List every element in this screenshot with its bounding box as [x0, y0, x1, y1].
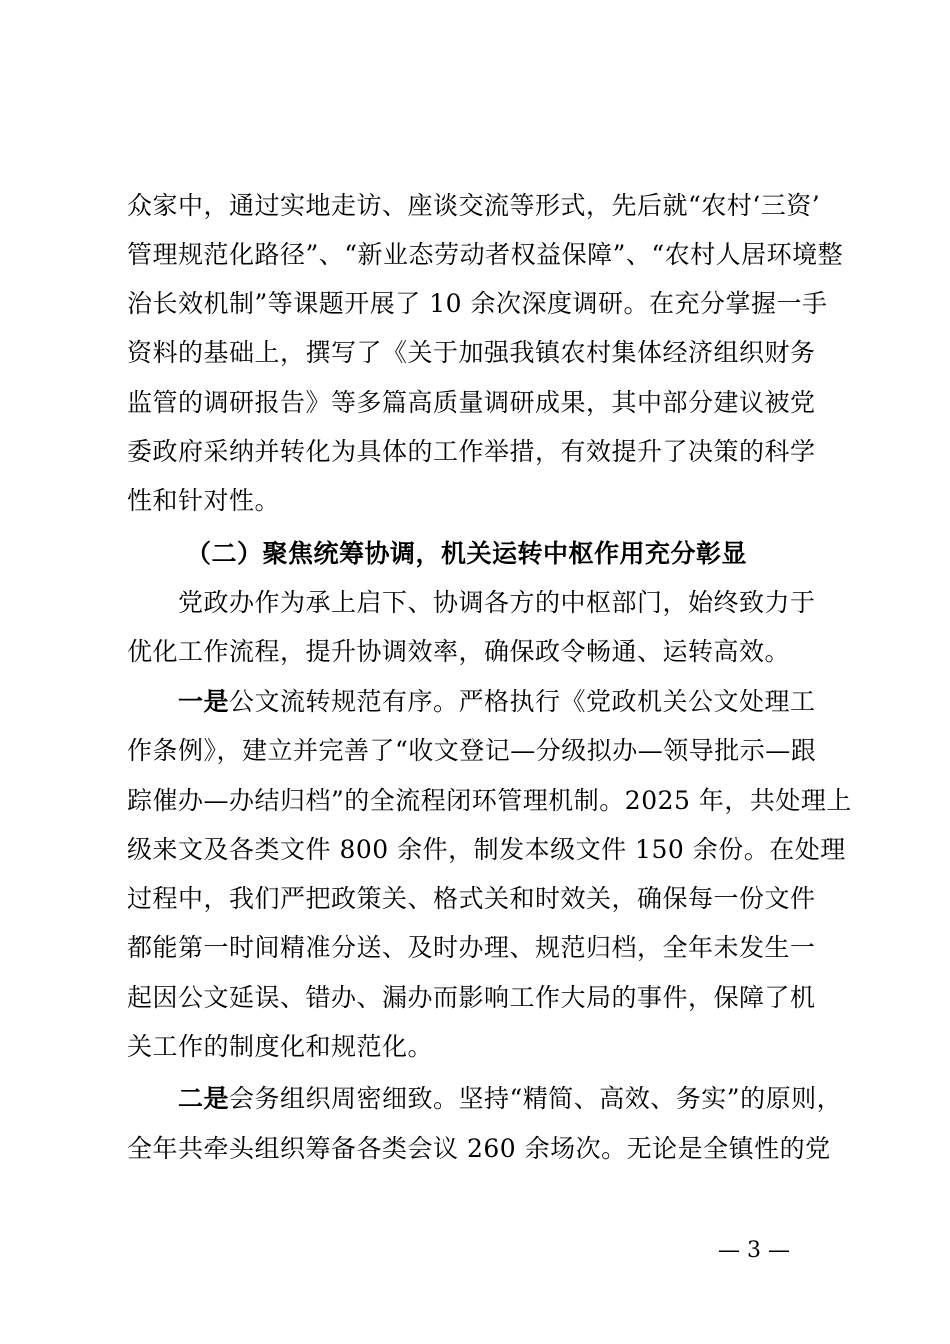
body-line: 性和针对性。: [127, 486, 281, 515]
paragraph-text: 公文流转规范有序。严格执行《党政机关公文处理工: [229, 687, 816, 716]
paragraph-first-line: 党政办作为承上启下、协调各方的中枢部门，始终致力于: [178, 588, 816, 617]
body-line: 资料的基础上，撰写了《关于加强我镇农村集体经济组织财务: [127, 338, 816, 367]
paragraph-first-line: [178, 1084, 908, 1114]
body-line: 都能第一时间精准分送、及时办理、规范归档，全年未发生一: [127, 933, 816, 962]
body-line: 级来文及各类文件 800 余件，制发本级文件 150 余份。在处理: [127, 835, 846, 864]
body-line: 起因公文延误、错办、漏办而影响工作大局的事件，保障了机: [127, 983, 816, 1012]
body-line: 关工作的制度化和规范化。: [127, 1032, 434, 1061]
lead-word-first: 一是: [178, 687, 230, 716]
body-line: 踪催办—办结归档”的全流程闭环管理机制。2025 年，共处理上: [127, 786, 852, 815]
body-line: 监管的调研报告》等多篇高质量调研成果，其中部分建议被党: [127, 388, 816, 417]
body-line: 过程中，我们严把政策关、格式关和时效关，确保每一份文件: [127, 884, 816, 913]
body-line: 优化工作流程，提升协调效率，确保政令畅通、运转高效。: [127, 637, 791, 666]
body-line: 管理规范化路径”、“新业态劳动者权益保障”、“农村人居环境整: [127, 240, 844, 269]
body-line: 全年共牵头组织筹备各类会议 260 余场次。无论是全镇性的党: [127, 1134, 831, 1163]
page-number: — 3 —: [718, 1238, 790, 1263]
body-line: 治长效机制”等课题开展了 10 余次深度调研。在充分掌握一手: [127, 289, 828, 318]
body-line: 众家中，通过实地走访、座谈交流等形式，先后就“农村‘三资’: [127, 191, 821, 220]
section-heading: （二）聚焦统筹协调，机关运转中枢作用充分彰显: [186, 539, 748, 568]
paragraph-first-line: [178, 687, 908, 717]
lead-word-second: 二是: [178, 1084, 230, 1113]
paragraph-text: 会务组织周密细致。坚持“精简、高效、务实”的原则，: [229, 1084, 843, 1113]
body-line: 作条例》，建立并完善了“收文登记—分级拟办—领导批示—跟: [127, 736, 817, 765]
body-line: 委政府采纳并转化为具体的工作举措，有效提升了决策的科学: [127, 437, 816, 466]
